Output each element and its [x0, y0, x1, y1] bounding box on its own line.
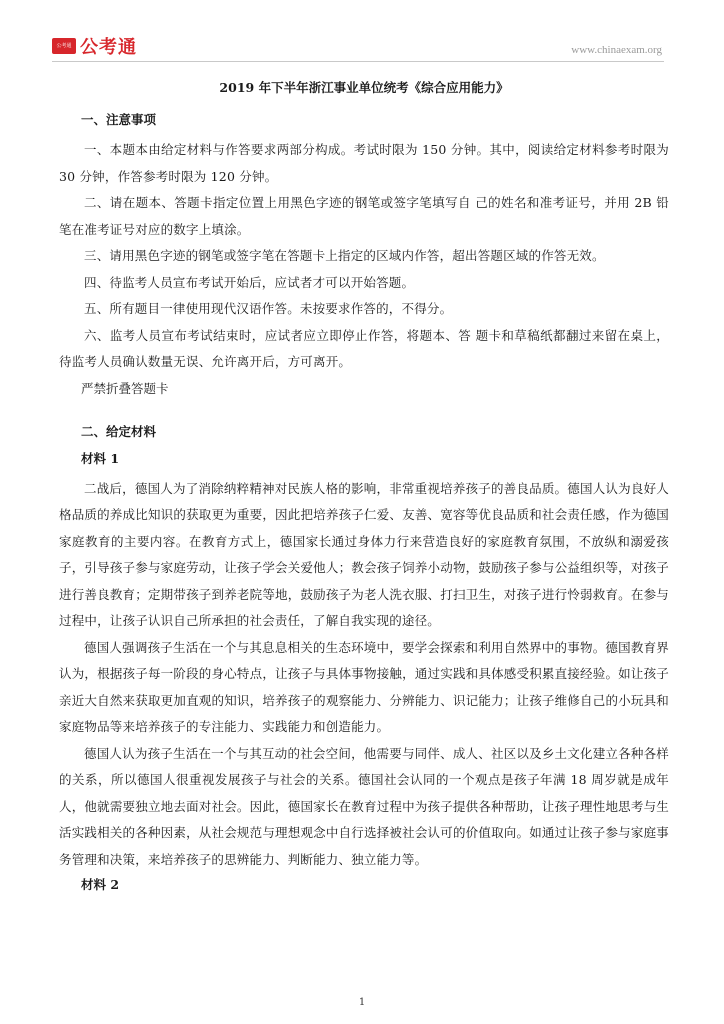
- notes-item: 四、待监考人员宣布考试开始后，应试者才可以开始答题。: [84, 274, 415, 290]
- notes-item: 六、监考人员宣布考试结束时，应试者应立即停止作答，将题本、答 题卡和草稿纸都翻过来留在桌上，待监考人员确认数量无误、允许离开后，方可离开。: [59, 327, 669, 369]
- section-heading-materials: 二、给定材料: [81, 423, 157, 439]
- page-header: [52, 34, 662, 60]
- document-title: 2019 年下半年浙江事业单位统考《综合应用能力》: [219, 80, 509, 95]
- notes-item: 一、本题本由给定材料与作答要求两部分构成。考试时限为 150 分钟。其中，阅读给定材料参考时限为 30 分钟，作答参考时限为 120 分钟。: [59, 142, 669, 184]
- material-paragraph: 德国人认为孩子生活在一个与其互动的社会空间，他需要与同伴、成人、社区以及乡土文化建立各种各样的关系，所以德国人很重视发展孩子与社会的关系。德国社会认同的一个观点是孩子年满 18 周岁就是成年人，他就需要独立地去面对社会。因此，德国家长在教育过程中为孩子提供各种帮助，让孩子理性地思考与生活实践相关的各种因素，从社会规范与理想观念中自行选择被社会认可的价值取向。如通过让孩子参与家庭事务管理和决策，来培养孩子的思辨能力、判断能力、独立能力等。: [59, 745, 669, 867]
- logo-badge-icon: 公考通: [52, 38, 76, 54]
- site-url[interactable]: www.chinaexam.org: [571, 44, 662, 56]
- notes-warning: 严禁折叠答题卡: [81, 380, 169, 396]
- logo[interactable]: [52, 34, 137, 58]
- section-heading-notes: 一、注意事项: [81, 112, 157, 127]
- material-paragraph: 德国人强调孩子生活在一个与其息息相关的生态环境中，要学会探索和利用自然界中的事物。德国教育界认为，根据孩子每一阶段的身心特点，让孩子与具体事物接触，通过实践和具体感受积累直接经验。如让孩子亲近大自然来获取更加直观的知识，培养孩子的观察能力、分辨能力、识记能力；让孩子维修自己的小玩具和家庭物品等来培养孩子的专注能力、实践能力和创造能力。: [59, 639, 669, 734]
- notes-item: 五、所有题目一律使用现代汉语作答。未按要求作答的，不得分。: [84, 301, 453, 316]
- document-body: [59, 78, 669, 902]
- logo-text: 公考通: [80, 37, 137, 58]
- page-number: 1: [358, 997, 366, 1008]
- notes-item: 三、请用黑色字迹的钢笔或签字笔在答题卡上指定的区域内作答，超出答题区域的作答无效。: [84, 248, 605, 263]
- material-1-label: 材料 1: [81, 450, 120, 466]
- section-spacer: [59, 402, 669, 422]
- material-2-label: 材料 2: [81, 877, 120, 892]
- notes-item: 二、请在题本、答题卡指定位置上用黑色字迹的钢笔或签字笔填写自 己的姓名和准考证号，并用 2B 铅笔在准考证号对应的数字上填涂。: [59, 195, 669, 237]
- header-divider: [52, 61, 664, 62]
- material-paragraph: 二战后，德国人为了消除纳粹精神对民族人格的影响，非常重视培养孩子的善良品质。德国人认为良好人格品质的养成比知识的获取更为重要，因此把培养孩子仁爱、友善、宽容等优良品质和社会责任感，作为德国家庭教育的主要内容。在教育方式上，德国家长通过身体力行来营造良好的家庭教育氛围，不放纵和溺爱孩子，引导孩子参与家庭劳动，让孩子学会关爱他人；教会孩子饲养小动物，鼓励孩子参与公益组织等，对孩子进行善良教育；定期带孩子到养老院等地，鼓励孩子为老人洗衣服、打扫卫生，对孩子进行怜弱救育。在参与过程中，让孩子认识自己所承担的社会责任，了解自我实现的途径。: [59, 480, 669, 628]
